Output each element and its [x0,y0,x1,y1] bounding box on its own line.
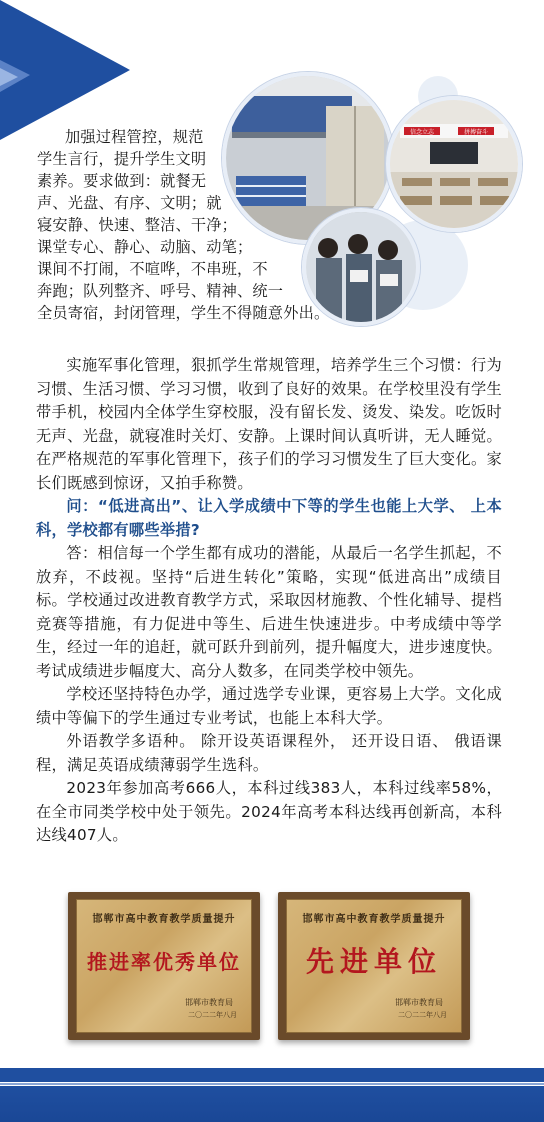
banner-left-text: 信念立志 [409,129,435,136]
article-body [36,354,502,848]
special-program-paragraph: 学校还坚持特色办学，通过选学专业课，更容易上大学。文化成绩中等偏下的学生通过专业考试，也能上本科大学。 [36,685,502,727]
intro-line: 学生言行，提升学生文明 [37,150,207,168]
plaque-title: 先进单位 [305,945,442,978]
plaque-heading: 邯郸市高中教育教学质量提升 [92,914,236,925]
corner-triangle-decoration [0,0,130,140]
plaque-heading: 邯郸市高中教育教学质量提升 [302,914,446,925]
footer-bar [0,1086,544,1122]
question-heading: 问：“低进高出”、让入学成绩中下等的学生也能上大学、 上本科，学校都有哪些举措? [36,497,502,539]
plaque-title: 推进率优秀单位 [87,950,241,974]
intro-paragraph [37,126,337,324]
intro-line: 寝安静、快速、整洁、干净； [37,216,238,234]
classroom-photo [386,96,522,232]
exam-results-paragraph: 2023年参加高考666人，本科过线383人，本科过线率58%，在全市同类学校中处于领先。2024年高考本科达线再创新高，本科达线407人。 [36,779,502,844]
intro-line: 加强过程管控，规范 [65,128,204,146]
award-plaques [68,892,478,1040]
intro-line: 奔跑；队列整齐、呼号、精神、统一 [37,282,284,300]
plaque-date: 二〇二二年八月 [398,1011,447,1019]
footer-divider [0,1083,544,1085]
intro-line: 声、光盘、有序、文明；就 [37,194,222,212]
military-management-paragraph: 实施军事化管理，狠抓学生常规管理，培养学生三个习惯：行为习惯、生活习惯、学习习惯，收到了良好的效果。在学校里没有学生带手机，校园内全体学生穿校服，没有留长发、烫发、染发。吃饭时无声、光盘，就寝准时关灯、安静。上课时间认真听讲，无人睡觉。在严格规范的军事化管理下，孩子们的学习习惯发生了巨大变化。家长们既感到惊讶，又拍手称赞。 [36,356,502,492]
foreign-language-paragraph: 外语教学多语种。 除开设英语课程外， 还开设日语、 俄语课程，满足英语成绩薄弱学生选科。 [36,732,502,774]
plaque-date: 二〇二二年八月 [188,1011,237,1019]
intro-line: 全员寄宿，封闭管理，学生不得随意外出。 [37,304,330,322]
intro-line: 课堂专心、静心、动脑、动笔； [37,238,253,256]
intro-line: 素养。要求做到：就餐无 [37,172,207,190]
plaque-issuer: 邯郸市教育局 [185,998,233,1007]
answer-paragraph: 答：相信每一个学生都有成功的潜能，从最后一名学生抓起，不放弃，不歧视。坚持“后进生转化”策略，实现“低进高出”成绩目标。学校通过改进教育教学方式，采取因材施教、个性化辅导、提档竞赛等措施，有力促进中等生、后进生快速进步。中考成绩中等学生，经过一年的追赶，就可跃升到前列，提升幅度大，进步速度快。考试成绩进步幅度大、高分人数多，在同类学校中领先。 [36,544,502,680]
plaque-issuer: 邯郸市教育局 [395,998,443,1007]
award-plaque-excellent [68,892,260,1040]
award-plaque-advanced [278,892,470,1040]
intro-line: 课间不打闹，不喧哗，不串班，不 [37,260,268,278]
banner-right-text: 拼搏奋斗 [463,129,489,136]
footer-stripe [0,1068,544,1082]
